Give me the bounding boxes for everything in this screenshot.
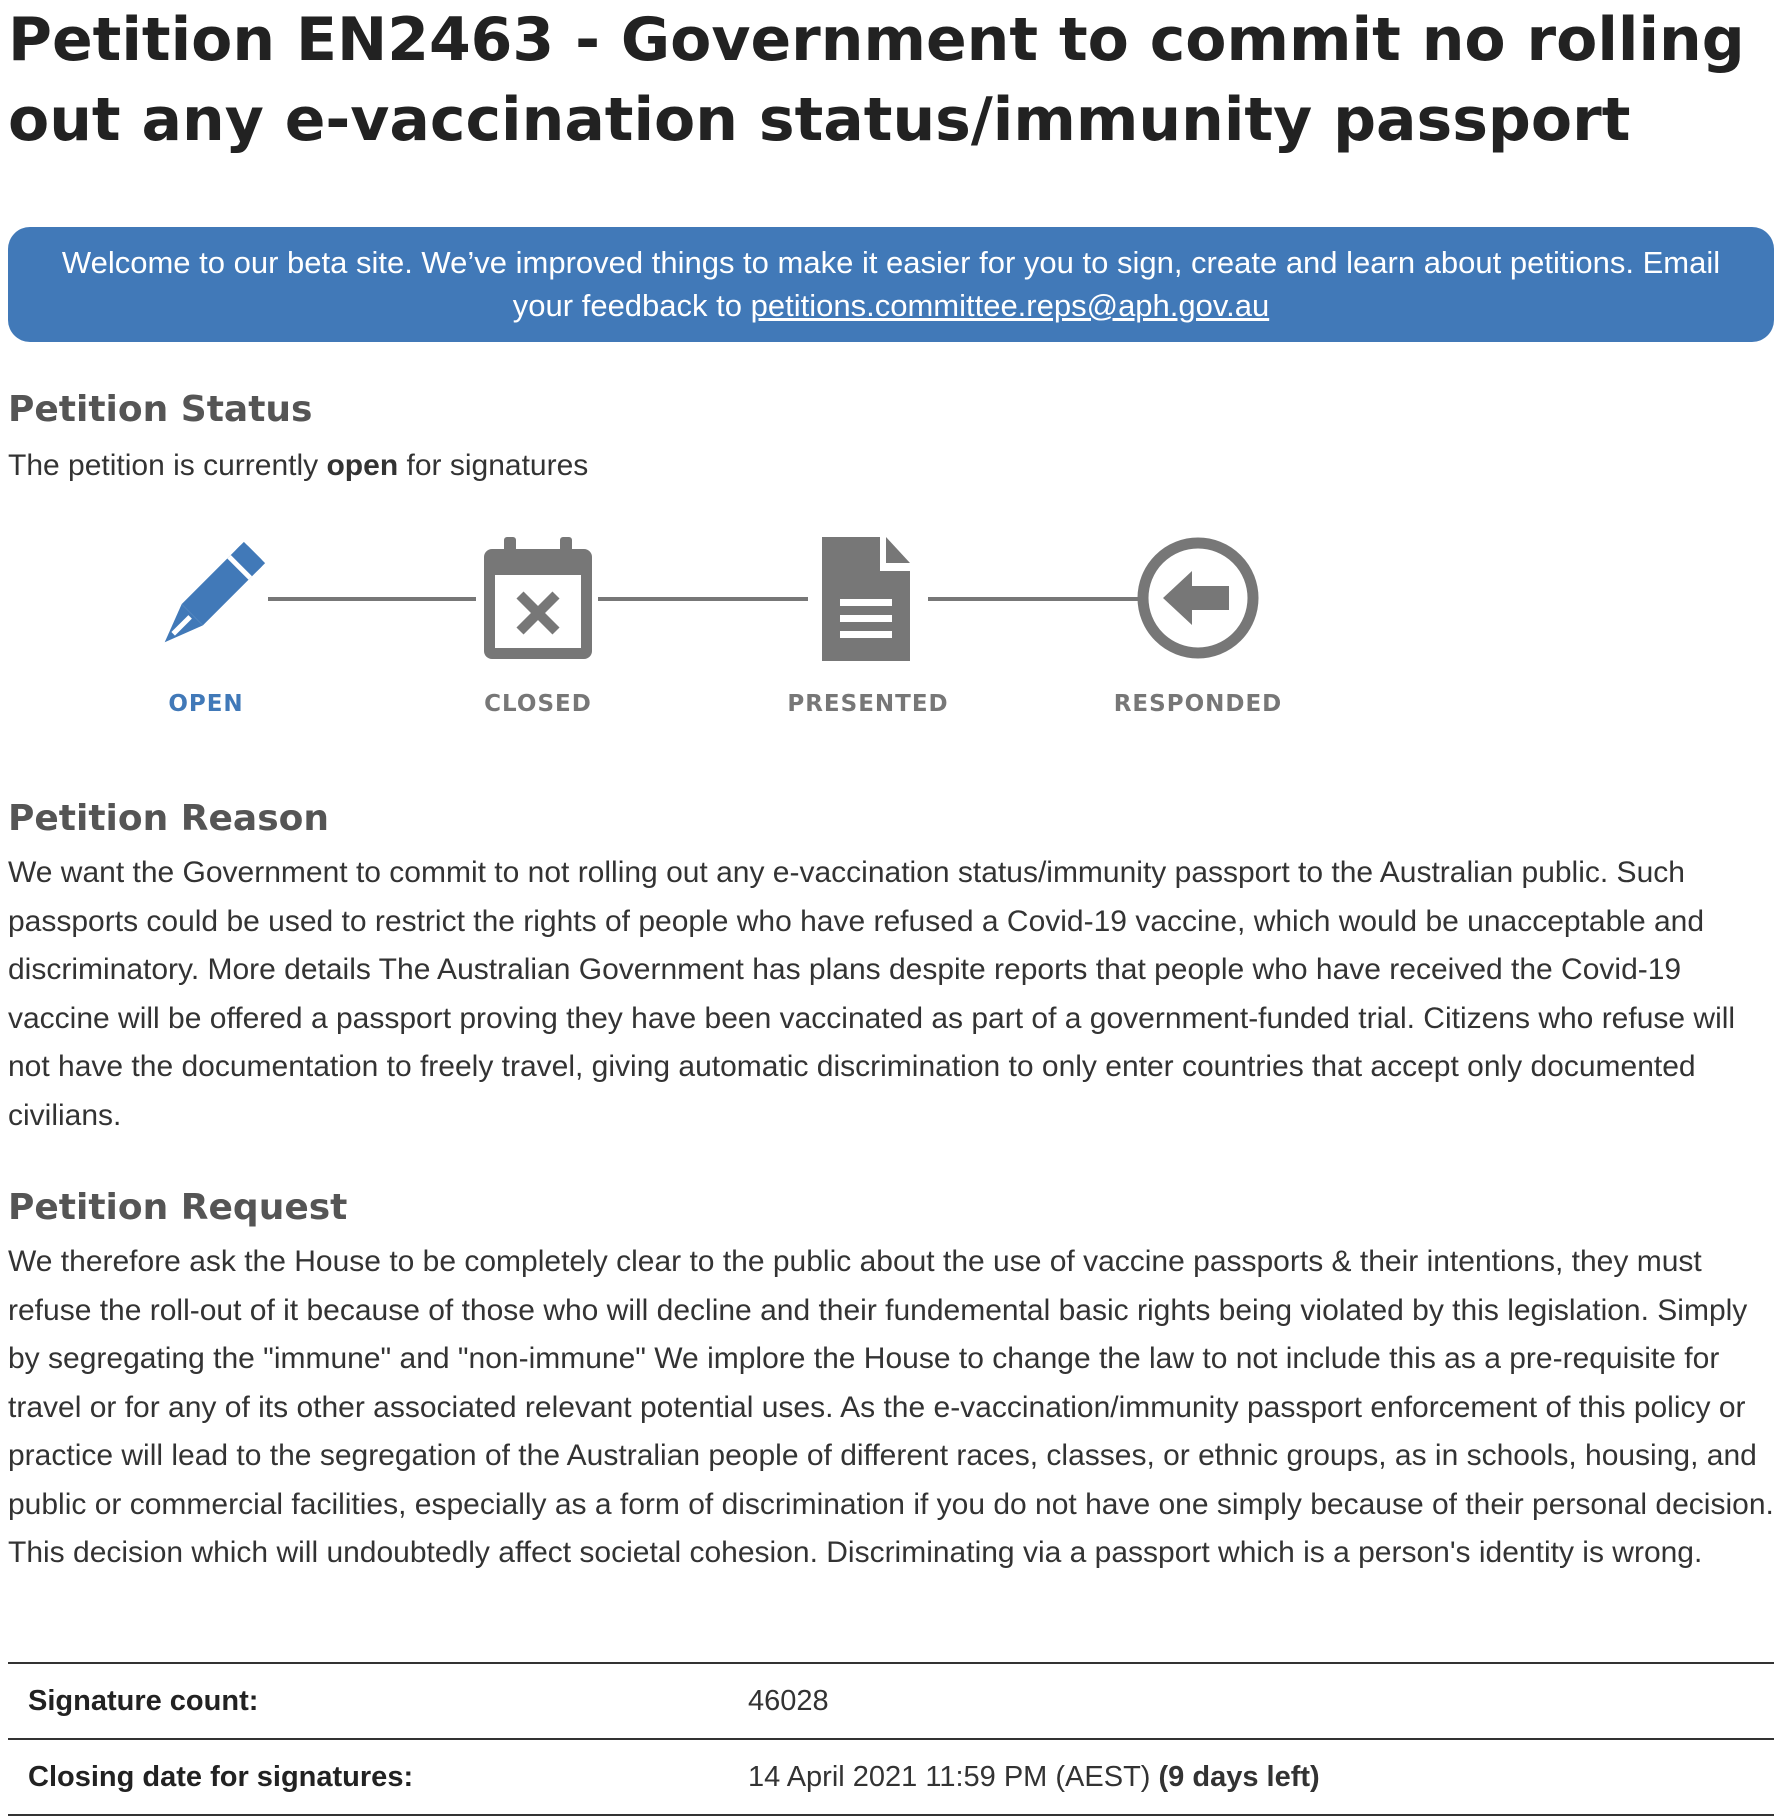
status-suffix: for signatures xyxy=(406,449,589,482)
request-heading: Petition Request xyxy=(8,1187,348,1228)
banner-text: Welcome to our beta site. We’ve improved things to make it easier for you to sign, create and learn about petitions. Email your feedback to xyxy=(61,245,1721,323)
circle-arrow-left-icon xyxy=(1137,537,1259,664)
closing-date-value: 14 April 2021 11:59 PM (AEST) xyxy=(748,1760,1151,1793)
request-text: We therefore ask the House to be completely clear to the public about the use of vaccine passports & their intentions, they must refuse the roll-out of it because of those who will decline and their fundemental basic rights being violated by this legislation. Simply by segregating the "immune" and "non-immune" We implore the House to change the law to not include this as a pre-requisite for travel or for any of its other associated relevant potential uses. As the e-vaccination/immunity passport enforcement of this policy or practice will lead to the segregation of the Australian people of different races, classes, or ethnic groups, as in schools, housing, and public or commercial facilities, especially as a form of discrimination if you do not have one simply because of their personal decision. This decision which will undoubtedly affect societal cohesion. Discriminating via a passport which is a person's identity is wrong. xyxy=(8,1245,1774,1569)
status-text xyxy=(8,442,588,490)
status-timeline xyxy=(0,525,1782,745)
timeline-connector xyxy=(598,597,808,601)
step-label-open: OPEN xyxy=(168,691,244,717)
reason-heading: Petition Reason xyxy=(8,798,330,839)
step-label-presented: PRESENTED xyxy=(787,691,949,717)
signature-count-label: Signature count: xyxy=(8,1663,748,1739)
closing-date-cell xyxy=(748,1739,1774,1815)
document-icon xyxy=(818,537,914,666)
step-label-closed: CLOSED xyxy=(484,691,592,717)
beta-banner xyxy=(8,227,1774,342)
petition-details-table xyxy=(8,1662,1774,1816)
calendar-x-icon xyxy=(482,537,594,666)
step-label-responded: RESPONDED xyxy=(1113,691,1283,717)
timeline-connector xyxy=(928,597,1138,601)
table-row xyxy=(8,1739,1774,1815)
feedback-email-link[interactable]: petitions.committee.reps@aph.gov.au xyxy=(750,288,1270,323)
page-title: Petition EN2463 - Government to commit no rolling out any e-vaccination status/immunity passport xyxy=(8,5,1745,155)
pencil-icon xyxy=(140,537,270,672)
signature-count-value: 46028 xyxy=(748,1663,1774,1739)
status-heading: Petition Status xyxy=(8,389,313,430)
status-state: open xyxy=(326,449,399,482)
status-prefix: The petition is currently xyxy=(8,449,319,482)
table-row xyxy=(8,1663,1774,1739)
timeline-connector xyxy=(268,597,476,601)
days-left-badge: (9 days left) xyxy=(1158,1760,1320,1793)
reason-text: We want the Government to commit to not rolling out any e-vaccination status/immunity passport to the Australian public. Such passports could be used to restrict the rights of people who have refused a Covid-19 vaccine, which would be unacceptable and discriminatory. More details The Australian Government has plans despite reports that people who have received the Covid-19 vaccine will be offered a passport proving they have been vaccinated as part of a government-funded trial. Citizens who refuse will not have the documentation to freely travel, giving automatic discrimination to only enter countries that accept only documented civilians. xyxy=(8,856,1736,1132)
closing-date-label: Closing date for signatures: xyxy=(8,1739,748,1815)
